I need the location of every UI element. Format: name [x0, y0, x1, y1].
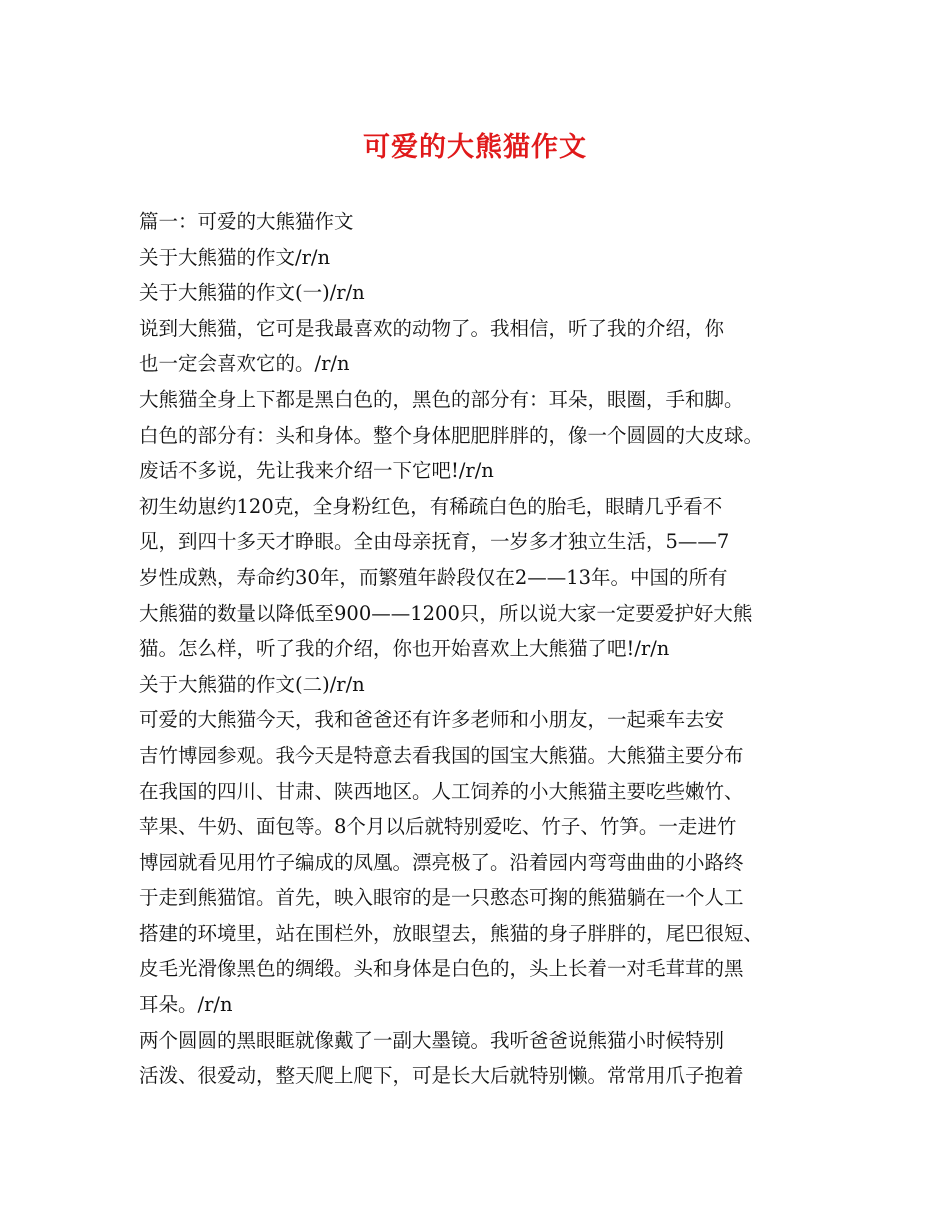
text-line: 两个圆圆的黑眼眶就像戴了一副大墨镜。我听爸爸说熊猫小时候特别 — [139, 1028, 725, 1052]
document-body — [139, 204, 819, 1094]
text-line: 初生幼崽约120克，全身粉红色，有稀疏白色的胎毛，眼睛几乎看不 — [139, 494, 723, 518]
text-line: 关于大熊猫的作文/r/n — [139, 245, 331, 269]
text-line: 苹果、牛奶、面包等。8个月以后就特别爱吃、竹子、竹笋。一走进竹 — [139, 815, 737, 839]
text-line: 见，到四十多天才睁眼。全由母亲抚育，一岁多才独立生活，5——7 — [139, 530, 730, 554]
text-line: 吉竹博园参观。我今天是特意去看我国的国宝大熊猫。大熊猫主要分布 — [139, 743, 744, 767]
text-line: 搭建的环境里，站在围栏外，放眼望去，熊猫的身子胖胖的，尾巴很短、 — [139, 921, 764, 945]
text-line: 岁性成熟，寿命约30年，而繁殖年龄段仅在2——13年。中国的所有 — [139, 565, 728, 589]
text-line: 关于大熊猫的作文(一)/r/n — [139, 281, 365, 305]
text-line: 于走到熊猫馆。首先，映入眼帘的是一只憨态可掬的熊猫躺在一个人工 — [139, 886, 744, 910]
text-line: 在我国的四川、甘肃、陕西地区。人工饲养的小大熊猫主要吃些嫩竹、 — [139, 779, 744, 803]
text-line: 猫。怎么样，听了我的介绍，你也开始喜欢上大熊猫了吧!/r/n — [139, 637, 670, 661]
text-line: 白色的部分有：头和身体。整个身体肥肥胖胖的，像一个圆圆的大皮球。 — [139, 423, 764, 447]
text-line: 耳朵。/r/n — [139, 993, 233, 1017]
text-line: 皮毛光滑像黑色的绸缎。头和身体是白色的，头上长着一对毛茸茸的黑 — [139, 957, 744, 981]
text-line: 废话不多说，先让我来介绍一下它吧!/r/n — [139, 459, 494, 483]
text-line: 说到大熊猫，它可是我最喜欢的动物了。我相信，听了我的介绍，你 — [139, 316, 725, 340]
text-line: 大熊猫全身上下都是黑白色的，黑色的部分有：耳朵，眼圈，手和脚。 — [139, 387, 744, 411]
text-line: 篇一：可爱的大熊猫作文 — [139, 210, 354, 233]
text-line: 活泼、很爱动，整天爬上爬下，可是长大后就特别懒。常常用爪子抱着 — [139, 1064, 744, 1088]
text-line: 大熊猫的数量以降低至900——1200只，所以说大家一定要爱护好大熊 — [139, 601, 753, 625]
text-line: 也一定会喜欢它的。/r/n — [139, 352, 350, 376]
text-line: 博园就看见用竹子编成的凤凰。漂亮极了。沿着园内弯弯曲曲的小路终 — [139, 850, 744, 874]
text-line: 可爱的大熊猫今天，我和爸爸还有许多老师和小朋友，一起乘车去安 — [139, 708, 725, 732]
document-title: 可爱的大熊猫作文 — [363, 132, 587, 163]
text-line: 关于大熊猫的作文(二)/r/n — [139, 672, 365, 696]
